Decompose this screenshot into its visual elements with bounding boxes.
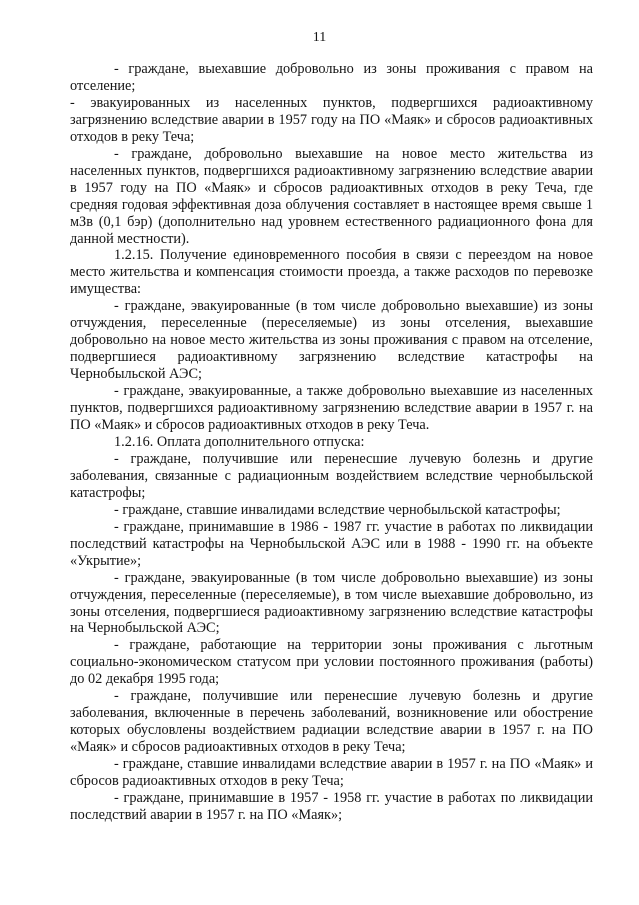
paragraph-disabled-chernobyl: - граждане, ставшие инвалидами вследствие чернобыльской катастрофы; <box>114 501 561 518</box>
paragraph-mayak-evacuated: - граждане, эвакуированные, а также добровольно выехавшие из населенных пунктов, подвергшихся радиоактивному загрязнению вследствие аварии в 1957 г. на ПО «Маяк» и сбросов радиоактивных отходов в реку Теча. <box>70 383 593 434</box>
paragraph-radiation-sickness-chernobyl: - граждане, получившие или перенесшие лучевую болезнь и другие заболевания, связанные с радиационным воздействием вследствие чернобыльской катастрофы; <box>70 450 593 501</box>
paragraph-liquidators-mayak: - граждане, принимавшие в 1957 - 1958 гг. участие в работах по ликвидации последствий аварии в 1957 г. на ПО «Маяк»; <box>70 789 593 823</box>
paragraph-evacuated-mayak: - эвакуированных из населенных пунктов, подвергшихся радиоактивному загрязнению вследствие аварии в 1957 году на ПО «Маяк» и сбросов радиоактивных отходов в реку Теча; <box>70 94 593 145</box>
document-body <box>70 61 593 824</box>
paragraph-voluntary-relocated: - граждане, выехавшие добровольно из зоны проживания с правом на отселение; <box>70 61 593 94</box>
paragraph-evacuated-chernobyl-zones: - граждане, эвакуированные (в том числе добровольно выехавшие) из зоны отчуждения, переселенные (переселяемые), в том числе выехавшие добровольно, из зоны отселения, подвергшиеся радиоактивному загрязнению вследствие катастрофы на Чернобыльской АЭС; <box>70 569 593 637</box>
paragraph-radiation-sickness-mayak: - граждане, получившие или перенесшие лучевую болезнь и другие заболевания, включенные в перечень заболеваний, возникновение или обострение которых обусловлены воздействием радиации вследствие аварии в 1957 г. на ПО «Маяк» и сбросов радиоактивных отходов в реку Теча; <box>70 688 593 756</box>
paragraph-workers-preferential-zone: - граждане, работающие на территории зоны проживания с льготным социально-экономическом статусом при условии постоянного проживания (работы) до 02 декабря 1995 года; <box>70 637 593 688</box>
paragraph-chernobyl-evacuated: - граждане, эвакуированные (в том числе добровольно выехавшие) из зоны отчуждения, переселенные (переселяемые) из зоны отселения, выехавшие добровольно на новое место жительства из зоны проживания с правом на отселение, подвергшиеся радиоактивному загрязнению вследствие катастрофы на Чернобыльской АЭС; <box>70 298 593 383</box>
paragraph-voluntary-mayak-dose: - граждане, добровольно выехавшие на новое место жительства из населенных пунктов, подвергшихся радиоактивному загрязнению вследствие аварии в 1957 году на ПО «Маяк» и сбросов радиоактивных отходов в реку Теча, где средняя годовая эффективная доза облучения составляет в настоящее время свыше 1 мЗв (0,1 бэр) (дополнительно над уровнем естественного радиационного фона для данной местности). <box>70 145 593 247</box>
paragraph-disabled-mayak: - граждане, ставшие инвалидами вследствие аварии в 1957 г. на ПО «Маяк» и сбросов радиоактивных отходов в реку Теча; <box>70 756 593 790</box>
section-heading-1-2-16: 1.2.16. Оплата дополнительного отпуска: <box>114 433 365 450</box>
page-number: 11 <box>312 30 327 45</box>
paragraph-liquidators-chernobyl: - граждане, принимавшие в 1986 - 1987 гг. участие в работах по ликвидации последствий катастрофы на Чернобыльской АЭС или в 1988 - 1990 гг. на объекте «Укрытие»; <box>70 518 593 569</box>
section-heading-1-2-15: 1.2.15. Получение единовременного пособия в связи с переездом на новое место жительства и компенсация стоимости проезда, а также расходов по перевозке имущества: <box>70 247 593 298</box>
